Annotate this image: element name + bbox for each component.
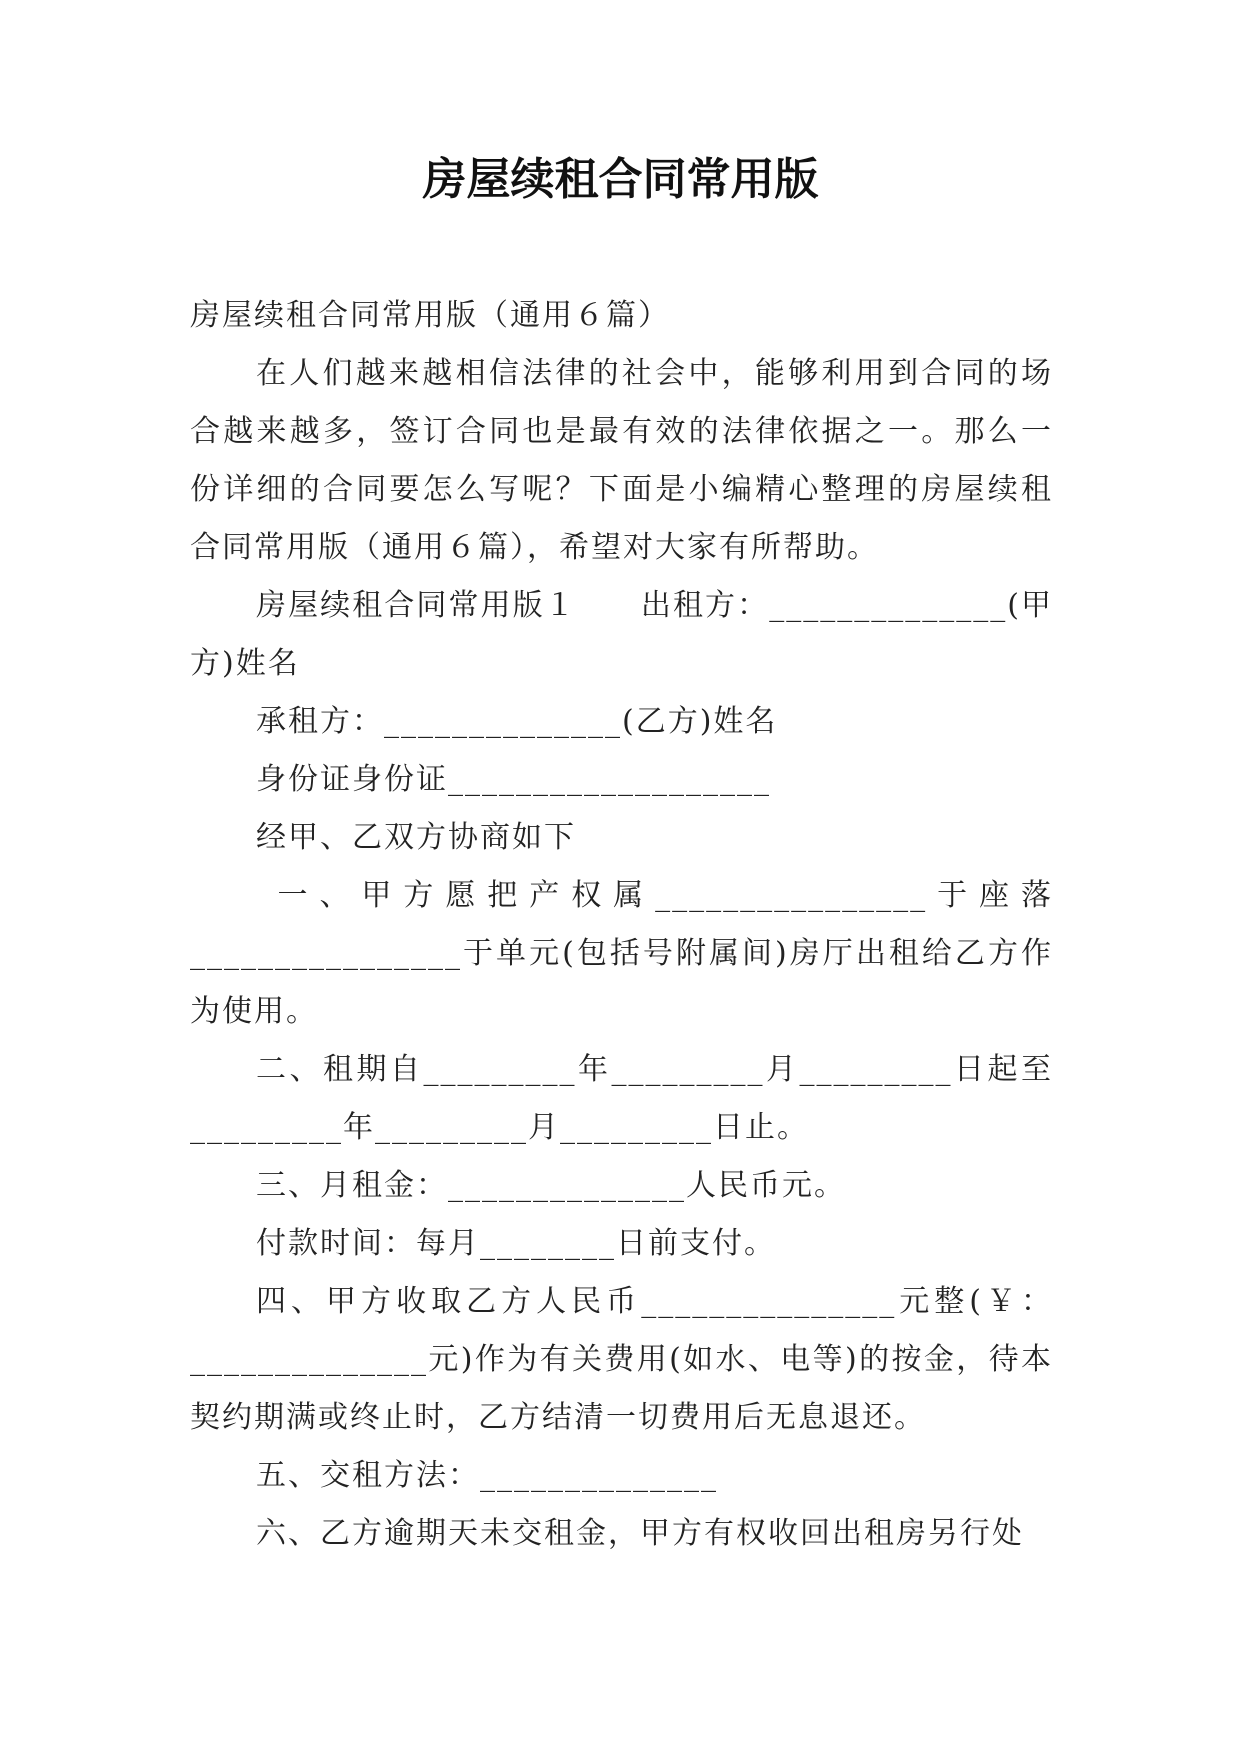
paragraph-agreement: 经甲、乙双方协商如下 <box>256 820 576 855</box>
paragraph-clause-4: 四、甲方收取乙方人民币_______________元整(￥：______________元)作为有关费用(如水、电等)的按金，待本契约期满或终止时，乙方结清一切费用后无息退还。 <box>190 1284 1053 1435</box>
paragraph-clause-6: 六、乙方逾期天未交租金，甲方有权收回出租房另行处 <box>256 1516 1024 1551</box>
paragraph-subtitle: 房屋续租合同常用版（通用６篇） <box>190 298 670 333</box>
paragraph-clause-5: 五、交租方法：______________ <box>256 1458 718 1493</box>
paragraph-clause-2: 二、租期自_________年_________月_________日起至_________年_________月_________日止。 <box>190 1052 1053 1145</box>
paragraph-lessee: 承租方：______________(乙方)姓名 <box>256 704 778 739</box>
paragraph-id-card: 身份证身份证___________________ <box>256 762 771 797</box>
paragraph-lessor: 房屋续租合同常用版１ 出租方：______________(甲方)姓名 <box>190 588 1053 681</box>
document-body <box>190 287 1053 1563</box>
paragraph-payment-time: 付款时间：每月________日前支付。 <box>256 1226 776 1261</box>
paragraph-clause-3: 三、月租金：______________人民币元。 <box>256 1168 846 1203</box>
document-title: 房屋续租合同常用版 <box>422 154 819 205</box>
paragraph-intro: 在人们越来越相信法律的社会中，能够利用到合同的场合越来越多，签订合同也是最有效的法律依据之一。那么一份详细的合同要怎么写呢？下面是小编精心整理的房屋续租合同常用版（通用６篇），希望对大家有所帮助。 <box>190 356 1053 565</box>
paragraph-clause-1: 一、甲方愿把产权属________________于座落________________于单元(包括号附属间)房厅出租给乙方作为使用。 <box>190 878 1053 1029</box>
